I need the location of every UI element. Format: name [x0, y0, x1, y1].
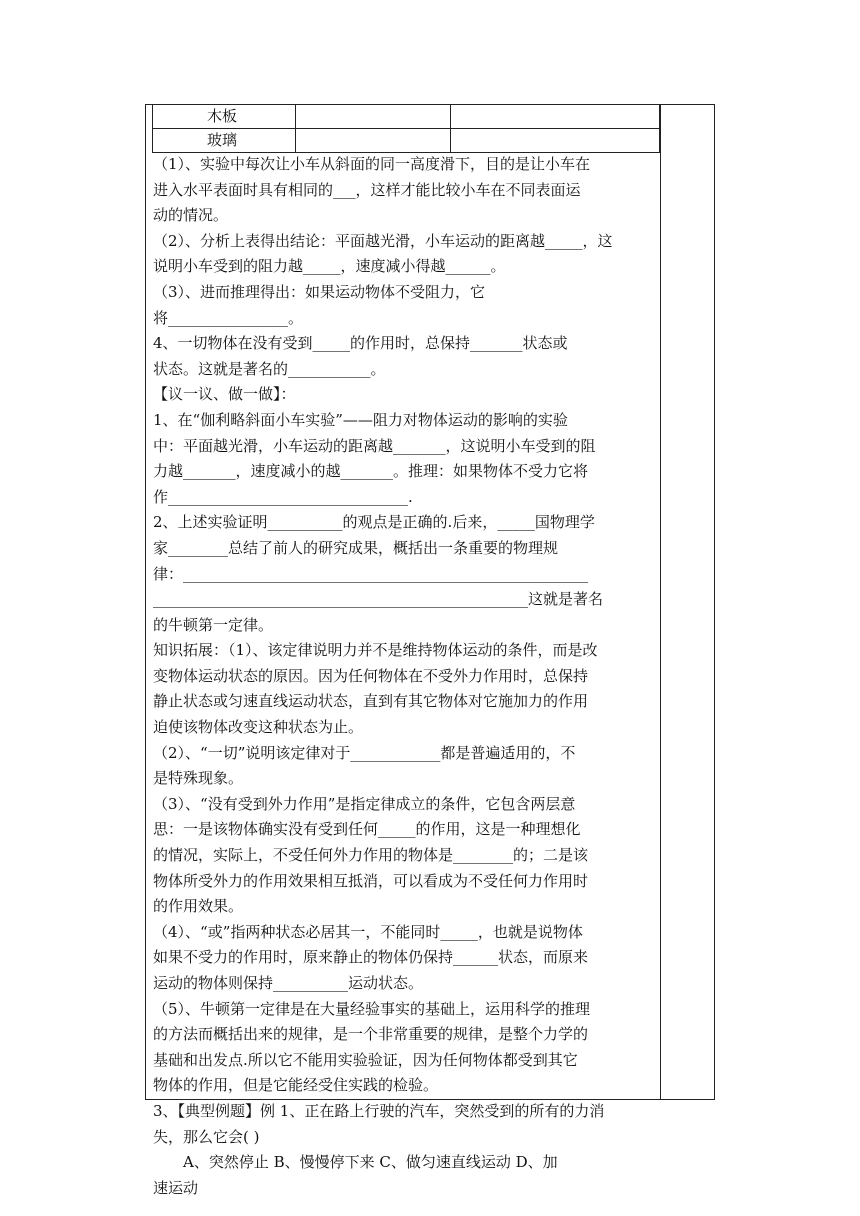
text-line: 静止状态或匀速直线运动状态，直到有其它物体对它施加力的作用: [153, 692, 589, 711]
answer-options: A、突然停止 B、慢慢停下来 C、做匀速直线运动 D、加: [183, 1153, 558, 1172]
results-table: [152, 104, 660, 153]
text-line: （3）、进而推理得出：如果运动物体不受阻力，它: [153, 282, 486, 301]
table-row: [153, 105, 660, 129]
text-line: 作________________________________.: [153, 487, 413, 506]
text-line: 中：平面越光滑，小车运动的距离越_______，这说明小车受到的阻: [153, 436, 596, 455]
text-line: 物体的作用，但是它能经受住实践的检验。: [153, 1076, 439, 1095]
text-line: 失，那么它会( ): [153, 1127, 260, 1146]
text-line: （4）、“或”指两种状态必居其一，不能同时_____，也就是说物体: [153, 922, 583, 941]
text-line: 思：一是该物体确实没有受到任何_____的作用，这是一种理想化: [153, 820, 581, 839]
text-line: 的作用效果。: [153, 897, 244, 916]
text-line: （3）、“没有受到外力作用”是指定律成立的条件，它包含两层意: [153, 794, 576, 813]
text-line: 物体所受外力的作用效果相互抵消，可以看成为不受任何力作用时: [153, 871, 589, 890]
text-line: 将________________。: [153, 308, 304, 327]
text-line: __________________________________________________这就是著名: [153, 590, 604, 609]
blank-cell: [451, 105, 660, 129]
text-line: 动的情况。: [153, 206, 229, 225]
table-row: [153, 129, 660, 153]
text-line: 4、一切物体在没有受到_____的作用时，总保持_______状态或: [153, 334, 568, 353]
text-line: 律：______________________________________________________: [153, 564, 589, 583]
text-line: 知识拓展：（1）、该定律说明力并不是维持物体运动的条件，而是改: [153, 641, 598, 660]
text-line: （5）、牛顿第一定律是在大量经验事实的基础上，运用科学的推理: [153, 999, 591, 1018]
text-line: 3、【典型例题】例 1、正在路上行驶的汽车，突然受到的所有的力消: [153, 1101, 605, 1120]
text-line: 状态。这就是著名的___________。: [153, 359, 386, 378]
blank-cell: [295, 105, 451, 129]
text-line: 力越_______，速度减小的越_______。推理：如果物体不受力它将: [153, 462, 589, 481]
text-line: 基础和出发点.所以它不能用实验验证，因为任何物体都受到其它: [153, 1050, 578, 1069]
text-line: 1、在“伽利略斜面小车实验”——阻力对物体运动的影响的实验: [153, 410, 568, 429]
text-line: 的方法而概括出来的规律，是一个非常重要的规律，是整个力学的: [153, 1025, 589, 1044]
text-line: 的情况，实际上，不受任何外力作用的物体是________的；二是该: [153, 846, 589, 865]
text-line: 如果不受力的作用时，原来静止的物体仍保持______状态，而原来: [153, 948, 589, 967]
text-line: 进入水平表面时具有相同的___，这样才能比较小车在不同表面运: [153, 180, 581, 199]
blank-cell: [295, 129, 451, 153]
text-line: 说明小车受到的阻力越_____，速度减小得越______。: [153, 257, 506, 276]
section-heading: 【议一议、做一做】：: [153, 385, 296, 404]
text-line: 的牛顿第一定律。: [153, 615, 274, 634]
text-line: （1）、实验中每次让小车从斜面的同一高度滑下，目的是让小车在: [153, 155, 591, 173]
surface-cell: 玻璃: [153, 129, 296, 153]
text-line: 迫使该物体改变这种状态为止。: [153, 718, 364, 737]
text-line: 2、上述实验证明__________的观点是正确的.后来，_____国物理学: [153, 513, 595, 532]
right-column-divider: [660, 104, 661, 1100]
text-line: 速运动: [153, 1178, 199, 1197]
text-line: 运动的物体则保持__________运动状态。: [153, 974, 424, 992]
text-line: 家________总结了前人的研究成果，概括出一条重要的物理规: [153, 538, 559, 557]
worksheet-text: [153, 152, 653, 1201]
text-line: 变物体运动状态的原因。因为任何物体在不受外力作用时，总保持: [153, 666, 589, 685]
surface-cell: 木板: [153, 105, 296, 129]
text-line: （2）、“一切”说明该定律对于____________都是普遍适用的，不: [153, 743, 576, 762]
blank-cell: [451, 129, 660, 153]
text-line: （2）、分析上表得出结论：平面越光滑，小车运动的距离越_____，这: [153, 231, 613, 250]
text-line: 是特殊现象。: [153, 769, 244, 788]
